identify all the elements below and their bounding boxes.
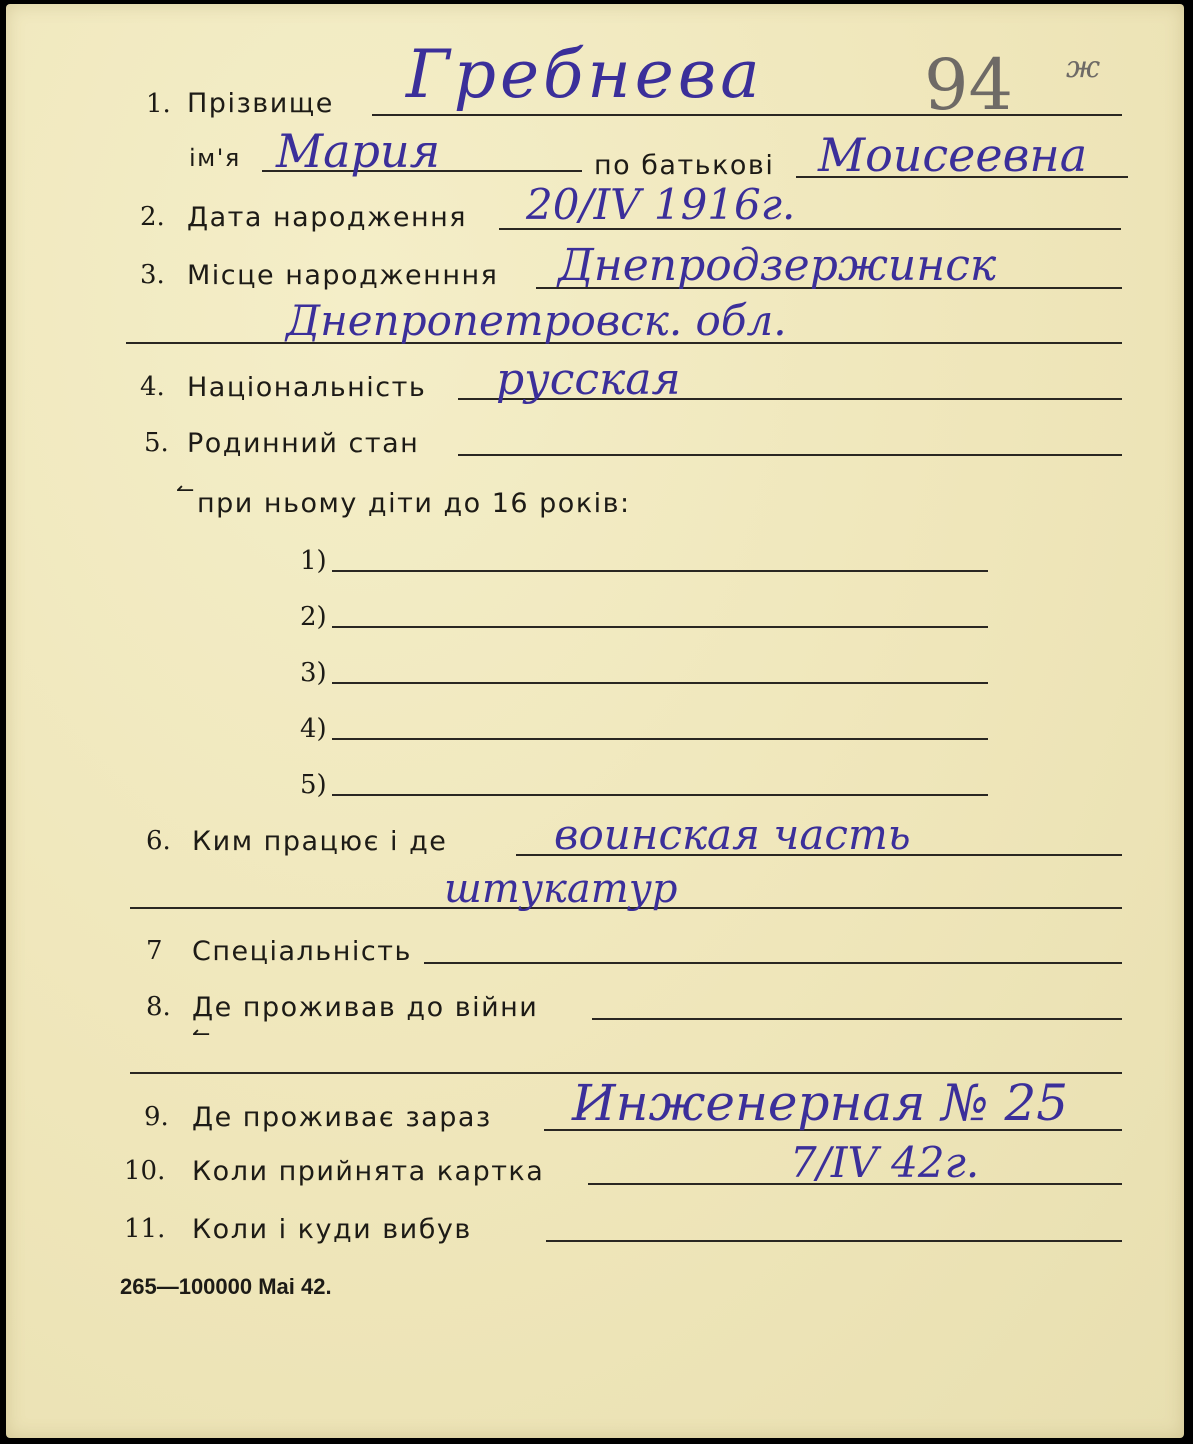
pencil-number: 94 (924, 44, 1014, 126)
departure-line (546, 1240, 1122, 1242)
name-value: Мария (276, 124, 441, 178)
field-11-number: 11. (124, 1214, 166, 1244)
nationality-label: Національність (187, 372, 427, 403)
birth-date-label: Дата народження (187, 202, 468, 233)
card-date-label: Коли прийнята картка (192, 1156, 545, 1187)
work-value-2: штукатур (444, 866, 678, 912)
child-5-line (332, 794, 988, 796)
field-1-number: 1. (146, 89, 171, 119)
family-status-line (458, 454, 1122, 456)
field-10-number: 10. (124, 1156, 166, 1186)
specialty-label: Спеціальність (192, 936, 412, 967)
registration-card (6, 4, 1184, 1438)
departure-label: Коли і куди вибув (192, 1214, 472, 1245)
children-label: при ньому діти до 16 років: (197, 488, 631, 519)
patronymic-value: Моисеевна (818, 128, 1088, 182)
birth-place-value-2: Днепропетровск. обл. (286, 296, 787, 345)
birth-date-value: 20/IV 1916г. (526, 180, 796, 229)
family-status-label: Родинний стан (187, 428, 420, 459)
field-3-number: 3. (140, 260, 165, 290)
field-5-number: 5. (144, 428, 169, 458)
field-6-number: 6. (146, 826, 171, 856)
ink-mark-2: ↼ (192, 1022, 211, 1047)
work-label: Ким працює і де (192, 826, 448, 857)
child-1-number: 1) (300, 546, 327, 576)
field-7-number: 7 (146, 936, 163, 966)
child-4-number: 4) (300, 714, 327, 744)
surname-value: Гребнева (406, 36, 764, 113)
field-2-number: 2. (140, 202, 165, 232)
field-9-number: 9. (144, 1102, 169, 1132)
patronymic-label: по батькові (594, 150, 775, 181)
child-4-line (332, 738, 988, 740)
card-date-value: 7/IV 42г. (790, 1138, 980, 1187)
current-residence-value: Инженерная № 25 (572, 1074, 1069, 1132)
birth-place-label: Місце народженння (187, 260, 499, 291)
surname-label: Прізвище (187, 88, 334, 119)
child-3-line (332, 682, 988, 684)
child-2-line (332, 626, 988, 628)
child-3-number: 3) (300, 658, 327, 688)
name-label: ім'я (189, 144, 241, 172)
prewar-residence-label: Де проживав до війни (192, 992, 539, 1023)
specialty-line (424, 962, 1122, 964)
child-2-number: 2) (300, 602, 327, 632)
child-5-number: 5) (300, 770, 327, 800)
prewar-residence-line-1 (592, 1018, 1122, 1020)
current-residence-label: Де проживає зараз (192, 1102, 492, 1133)
work-value-1: воинская часть (554, 810, 911, 859)
ink-mark: ↼ (176, 478, 195, 503)
child-1-line (332, 570, 988, 572)
birth-place-value-1: Днепродзержинск (558, 240, 997, 291)
field-8-number: 8. (146, 992, 171, 1022)
nationality-value: русская (496, 354, 681, 405)
field-4-number: 4. (140, 372, 165, 402)
pencil-gender-mark: ж (1066, 50, 1101, 85)
print-info: 265—100000 Mai 42. (120, 1274, 332, 1299)
